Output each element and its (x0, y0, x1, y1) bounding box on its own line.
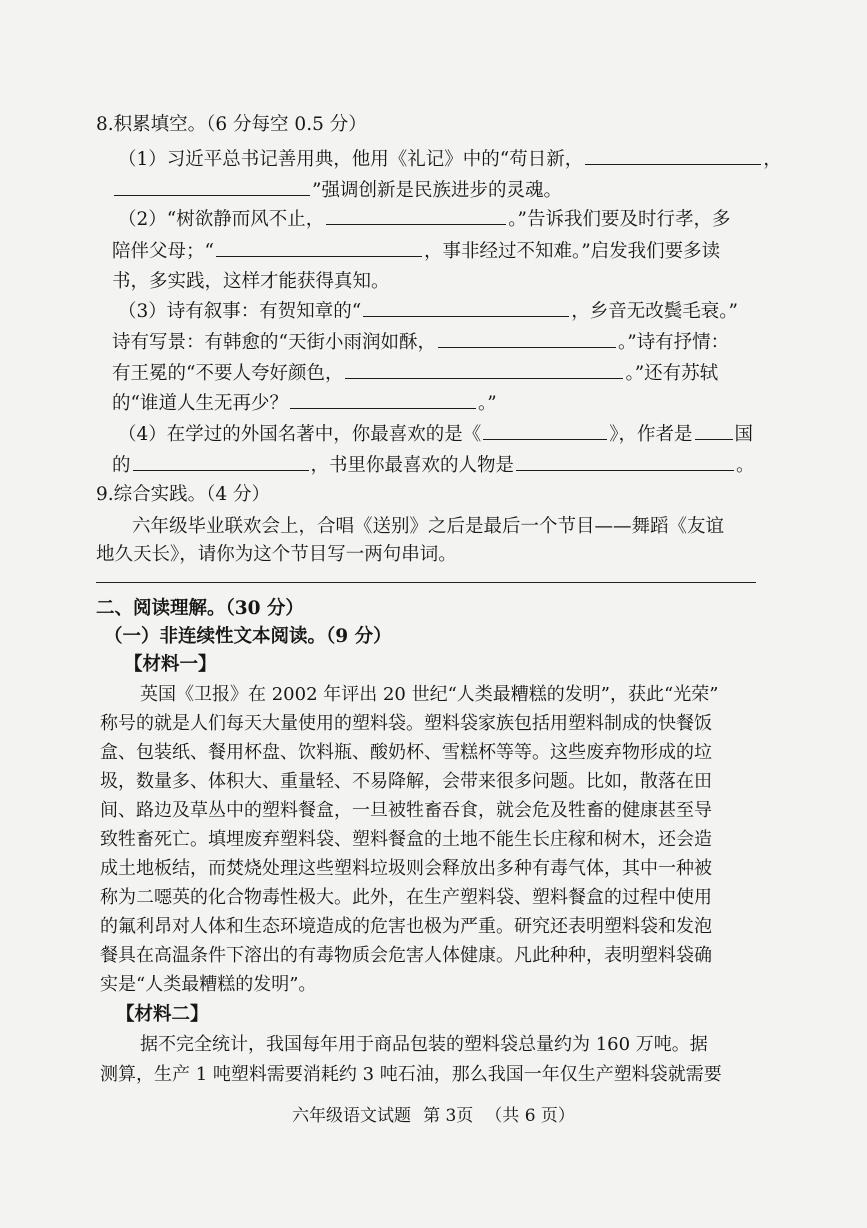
answer-blank[interactable] (326, 206, 506, 225)
material2-line: 据不完全统计，我国每年用于商品包装的塑料袋总量约为 160 万吨。据 (140, 1034, 708, 1055)
q8-item4-line2 (112, 452, 755, 479)
q8-item3-line1 (118, 298, 738, 325)
q8-item1-line2 (112, 177, 562, 204)
answer-blank[interactable] (114, 177, 310, 196)
q8-p4a-text: （4）在学过的外国名著中，你最喜欢的是《 (118, 424, 482, 445)
q8-p3c-text: 诗有写景：有韩愈的“天街小雨润如酥， (112, 332, 436, 353)
material1-line: 的氟利昂对人体和生态环境造成的危害也极为严重。研究还表明塑料袋和发泡 (100, 916, 712, 937)
q8-p3h-text: 。” (477, 393, 497, 414)
answer-blank[interactable] (363, 298, 569, 317)
q8-p2d-text: ，事非经过不知难。”启发我们要多读 (423, 241, 721, 262)
material1-line: 餐具在高温条件下溶出的有毒物质会危害人体健康。凡此种种，表明塑料袋确 (100, 945, 712, 966)
q8-item2-line2 (112, 238, 720, 265)
page-footer (0, 1104, 867, 1128)
answer-blank[interactable] (438, 329, 616, 348)
answer-blank[interactable] (290, 390, 476, 409)
q8-p4f-text: 。 (736, 455, 755, 476)
q8-p3a-text: （3）诗有叙事：有贺知章的“ (118, 301, 362, 322)
q9-answer-line[interactable] (96, 582, 756, 583)
q8-item3-line2 (112, 329, 729, 356)
q8-p3e-text: 有王冕的“不要人夸好颜色， (112, 363, 344, 384)
q8-p4d-text: 的 (112, 455, 131, 476)
q8-item2-line1 (118, 206, 730, 233)
answer-blank[interactable] (133, 452, 309, 471)
q8-item1-line1 (118, 146, 782, 173)
section2-title: 二、阅读理解。（30 分） (96, 598, 304, 619)
material1-line: 致牲畜死亡。填埋废弃塑料袋、塑料餐盒的土地不能生长庄稼和树木，还会造 (100, 829, 712, 850)
q8-p3g-text: 的“谁道人生无再少？ (112, 393, 288, 414)
material1-line: 盒、包装纸、餐用杯盘、饮料瓶、酸奶杯、雪糕杯等等。这些废弃物形成的垃 (100, 742, 712, 763)
answer-blank[interactable] (695, 421, 733, 440)
q8-item3-line3 (112, 360, 718, 387)
q8-p2a-text: （2）“树欲静而风不止， (118, 209, 325, 230)
material1-title: 【材料一】 (124, 654, 217, 675)
footer-page: 第 3页 (423, 1106, 474, 1126)
material1-line: 称为二噁英的化合物毒性极大。此外，在生产塑料袋、塑料餐盒的过程中使用 (100, 887, 712, 908)
q8-p3b-text: ，乡音无改鬓毛衰。” (571, 301, 738, 322)
q8-p4b-text: 》，作者是 (609, 424, 693, 445)
material1-line: 称号的就是人们每天大量使用的塑料袋。塑料袋家族包括用塑料制成的快餐饭 (100, 713, 712, 734)
material1-line: 成土地板结，而焚烧处理这些塑料垃圾则会释放出多种有毒气体，其中一种被 (100, 858, 712, 879)
footer-title: 六年级语文试题 (292, 1106, 412, 1126)
q8-p4c-text: 国 (734, 424, 754, 445)
q8-p1c-text: ”强调创新是民族进步的灵魂。 (312, 180, 562, 201)
answer-blank[interactable] (345, 360, 623, 379)
q9-line2: 地久天长》，请你为这个节目写一两句串词。 (96, 544, 457, 565)
q8-p3d-text: 。”诗有抒情： (617, 332, 730, 353)
q8-item2-line3: 书，多实践，这样才能获得真知。 (112, 271, 390, 292)
q8-item3-line4 (112, 390, 497, 417)
material1-line: 间、路边及草丛中的塑料餐盒，一旦被牲畜吞食，就会危及牲畜的健康甚至导 (100, 800, 712, 821)
q8-title: 8.积累填空。（6 分每空 0.5 分） (96, 114, 367, 135)
answer-blank[interactable] (585, 146, 761, 165)
answer-blank[interactable] (483, 421, 607, 440)
answer-blank[interactable] (216, 238, 422, 257)
q9-title: 9.综合实践。（4 分） (96, 484, 271, 505)
material1-line: 实是“人类最糟糕的发明”。 (100, 974, 317, 995)
material1-line: 圾，数量多、体积大、重量轻、不易降解，会带来很多问题。比如，散落在田 (100, 771, 712, 792)
q8-p3f-text: 。”还有苏轼 (625, 363, 719, 384)
q8-p4e-text: ，书里你最喜欢的人物是 (310, 455, 515, 476)
q9-line1: 六年级毕业联欢会上，合唱《送别》之后是最后一个节目——舞蹈《友谊 (132, 516, 725, 537)
q8-item4-line1 (118, 421, 753, 448)
material2-title: 【材料二】 (116, 1004, 209, 1025)
footer-total: （共 6 页） (485, 1106, 575, 1126)
q8-p1a-text: （1）习近平总书记善用典，他用《礼记》中的“苟日新， (118, 149, 584, 170)
material1-line: 英国《卫报》在 2002 年评出 20 世纪“人类最糟糕的发明”，获此“光荣” (140, 684, 719, 705)
q8-p2c-text: 陪伴父母；“ (112, 241, 214, 262)
answer-blank[interactable] (516, 452, 734, 471)
q8-p2b-text: 。”告诉我们要及时行孝，多 (508, 209, 731, 230)
q8-p1b-text: ， (763, 149, 782, 170)
material2-line: 测算，生产 1 吨塑料需要消耗约 3 吨石油，那么我国一年仅生产塑料袋就需要 (100, 1064, 722, 1085)
section2-sub1: （一）非连续性文本阅读。（9 分） (104, 626, 392, 647)
